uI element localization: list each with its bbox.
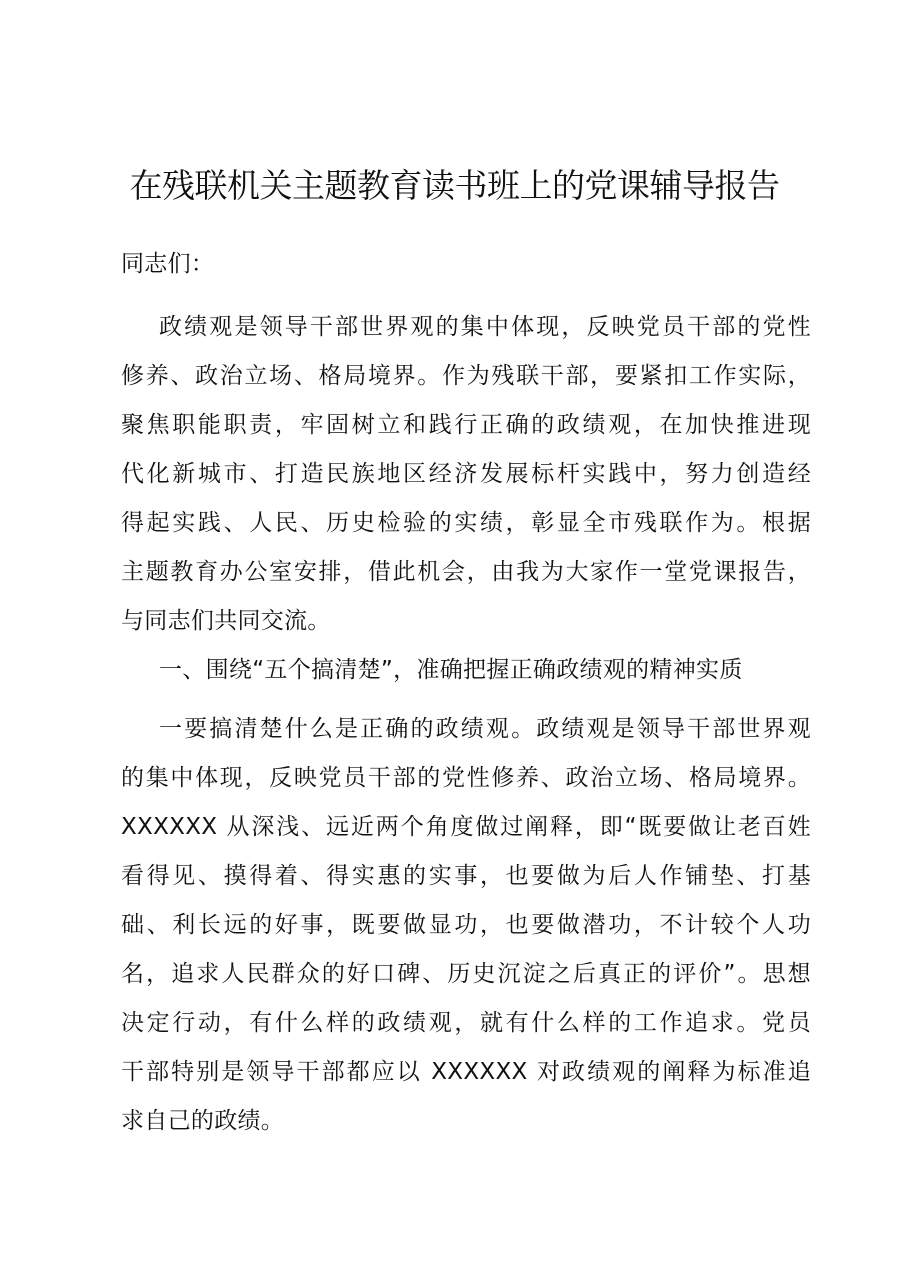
paragraph-line: 与同志们共同交流。 xyxy=(121,608,331,634)
paragraph-line: 一要搞清楚什么是正确的政绩观。政绩观是领导干部世界观 xyxy=(159,716,811,742)
section-heading xyxy=(121,646,811,695)
paragraph-line: 干部特别是领导干部都应以 XXXXXX 对政绩观的阐释为标准追 xyxy=(121,1059,811,1085)
paragraph-line: 求自己的政绩。 xyxy=(121,1108,285,1134)
paragraph-line: 的集中体现，反映党员干部的党性修养、政治立场、格局境界。 xyxy=(121,765,811,791)
paragraph-line: XXXXXX 从深浅、远近两个角度做过阐释，即“既要做让老百姓 xyxy=(121,814,811,840)
paragraph-line: 决定行动，有什么样的政绩观，就有什么样的工作追求。党员 xyxy=(121,1010,811,1036)
paragraph-intro xyxy=(121,303,811,646)
paragraph-line: 看得见、摸得着、得实惠的实事，也要做为后人作铺垫、打基 xyxy=(121,863,811,889)
document-title: 在残联机关主题教育读书班上的党课辅导报告 xyxy=(129,166,780,205)
paragraph-line: 得起实践、人民、历史检验的实绩，彰显全市残联作为。根据 xyxy=(121,510,811,536)
paragraph-line: 政绩观是领导干部世界观的集中体现，反映党员干部的党性 xyxy=(159,314,811,340)
salutation: 同志们： xyxy=(121,251,215,277)
paragraph-line: 聚焦职能职责，牢固树立和践行正确的政绩观，在加快推进现 xyxy=(121,412,811,438)
section-heading-text: 一、围绕“五个搞清楚”，准确把握正确政绩观的精神实质 xyxy=(159,657,743,683)
paragraph-line: 名，追求人民群众的好口碑、历史沉淀之后真正的评价”。思想 xyxy=(121,961,811,987)
paragraph-line: 础、利长远的好事，既要做显功，也要做潜功，不计较个人功 xyxy=(121,912,811,938)
paragraph-line: 修养、政治立场、格局境界。作为残联干部，要紧扣工作实际， xyxy=(121,363,811,389)
paragraph-line: 主题教育办公室安排，借此机会，由我为大家作一堂党课报告， xyxy=(121,559,811,585)
paragraph-line: 代化新城市、打造民族地区经济发展标杆实践中，努力创造经 xyxy=(121,461,811,487)
paragraph-point-one xyxy=(121,705,811,1146)
